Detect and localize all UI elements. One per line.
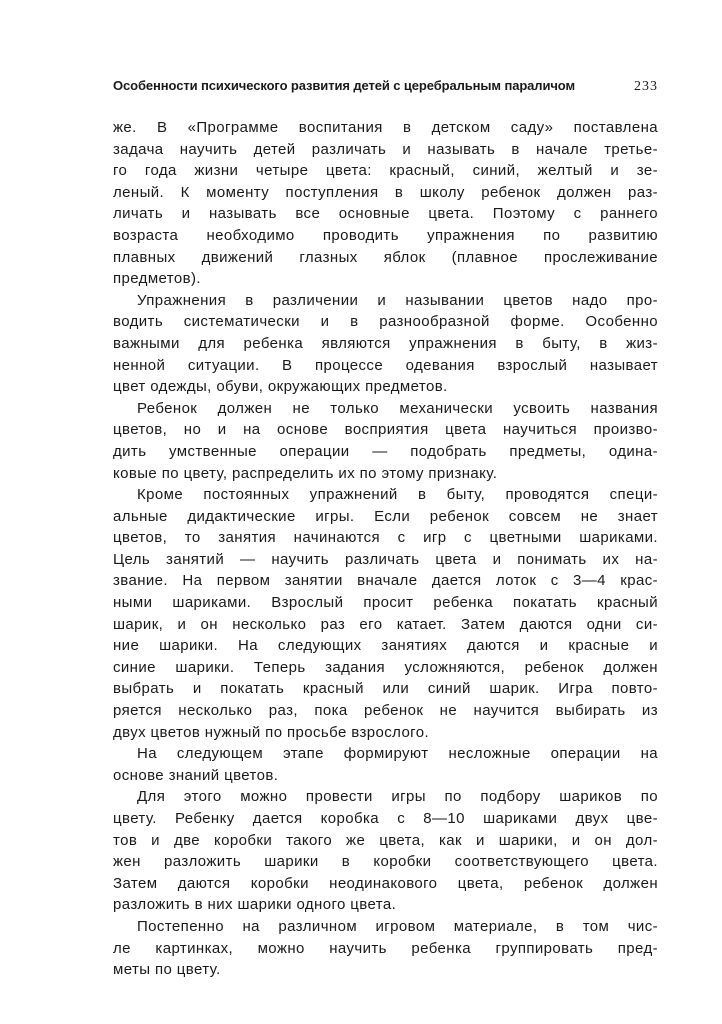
body-text bbox=[113, 117, 658, 981]
text-line: альные дидактические игры. Если ребенок совсем не знает bbox=[113, 507, 658, 525]
text-line: го года жизни четыре цвета: красный, синий, желтый и зе- bbox=[113, 162, 658, 180]
paragraph bbox=[113, 743, 658, 786]
text-line: ными шариками. Взрослый просит ребенка покатать красный bbox=[113, 594, 658, 612]
text-line: задача научить детей различать и называть в начале третье- bbox=[113, 140, 658, 158]
text-line: выбрать и покатать красный или синий шарик. Игра повто- bbox=[113, 680, 658, 698]
text-line: ненной ситуации. В процессе одевания взрослый называет bbox=[113, 356, 658, 374]
paragraph bbox=[113, 290, 658, 398]
paragraph bbox=[113, 398, 658, 484]
text-line: ряется несколько раз, пока ребенок не научится выбирать из bbox=[113, 702, 658, 720]
text-line: Затем даются коробки неодинакового цвета, ребенок должен bbox=[113, 874, 658, 892]
text-line: синие шарики. Теперь задания усложняются, ребенок должен bbox=[113, 658, 658, 676]
text-line: леный. К моменту поступления в школу ребенок должен раз- bbox=[113, 183, 658, 201]
text-line: Упражнения в различении и назывании цветов надо про- bbox=[137, 291, 658, 309]
text-line: ковые по цвету, распределить их по этому признаку. bbox=[113, 464, 498, 482]
text-line: двух цветов нужный по просьбе взрослого. bbox=[113, 723, 430, 741]
text-line: основе знаний цветов. bbox=[113, 766, 279, 784]
book-page bbox=[113, 78, 658, 981]
text-line: предметов). bbox=[113, 270, 201, 288]
text-line: Для этого можно провести игры по подбору шариков по bbox=[137, 788, 658, 806]
text-line: звание. На первом занятии вначале дается лоток с 3—4 крас- bbox=[113, 572, 658, 590]
text-line: разложить в них шарики одного цвета. bbox=[113, 896, 397, 914]
text-line: Цель занятий — научить различать цвета и понимать их на- bbox=[113, 550, 658, 568]
running-head bbox=[113, 78, 658, 100]
text-line: Кроме постоянных упражнений в быту, проводятся специ- bbox=[137, 486, 658, 504]
text-line: Ребенок должен не только механически усвоить названия bbox=[137, 399, 658, 417]
text-line: тов и две коробки такого же цвета, как и шарики, и он дол- bbox=[113, 831, 658, 849]
text-line: важными для ребенка являются упражнения в быту, в жиз- bbox=[113, 334, 658, 352]
text-line: ле картинках, можно научить ребенка группировать пред- bbox=[113, 939, 658, 957]
running-title: Особенности психического развития детей с церебральным параличом bbox=[113, 78, 575, 93]
text-line: личать и называть все основные цвета. Поэтому с раннего bbox=[113, 205, 658, 223]
text-line: На следующем этапе формируют несложные операции на bbox=[137, 745, 658, 763]
paragraph bbox=[113, 786, 658, 916]
page-number: 233 bbox=[634, 79, 658, 94]
text-line: ние шарики. На следующих занятиях даются и красные и bbox=[113, 637, 658, 655]
paragraph bbox=[113, 916, 658, 981]
text-line: плавных движений глазных яблок (плавное прослеживание bbox=[113, 248, 658, 266]
text-line: шарик, и он несколько раз его катает. Затем даются одни си- bbox=[113, 615, 658, 633]
text-line: цветов, но и на основе восприятия цвета научиться произво- bbox=[113, 421, 658, 439]
text-line: же. В «Программе воспитания в детском саду» поставлена bbox=[113, 119, 658, 136]
text-line: цвет одежды, обуви, окружающих предметов. bbox=[113, 378, 448, 396]
paragraph bbox=[113, 117, 658, 290]
text-line: возраста необходимо проводить упражнения по развитию bbox=[113, 226, 658, 244]
text-line: водить систематически и в разнообразной форме. Особенно bbox=[113, 313, 658, 331]
text-line: меты по цвету. bbox=[113, 961, 221, 979]
paragraph bbox=[113, 484, 658, 743]
text-line: дить умственные операции — подобрать предметы, одина- bbox=[113, 442, 658, 460]
text-line: цветов, то занятия начинаются с игр с цветными шариками. bbox=[113, 529, 658, 547]
text-line: Постепенно на различном игровом материале, в том чис- bbox=[137, 917, 658, 935]
text-line: цвету. Ребенку дается коробка с 8—10 шариками двух цве- bbox=[113, 810, 658, 827]
text-line: жен разложить шарики в коробки соответствующего цвета. bbox=[113, 853, 658, 871]
